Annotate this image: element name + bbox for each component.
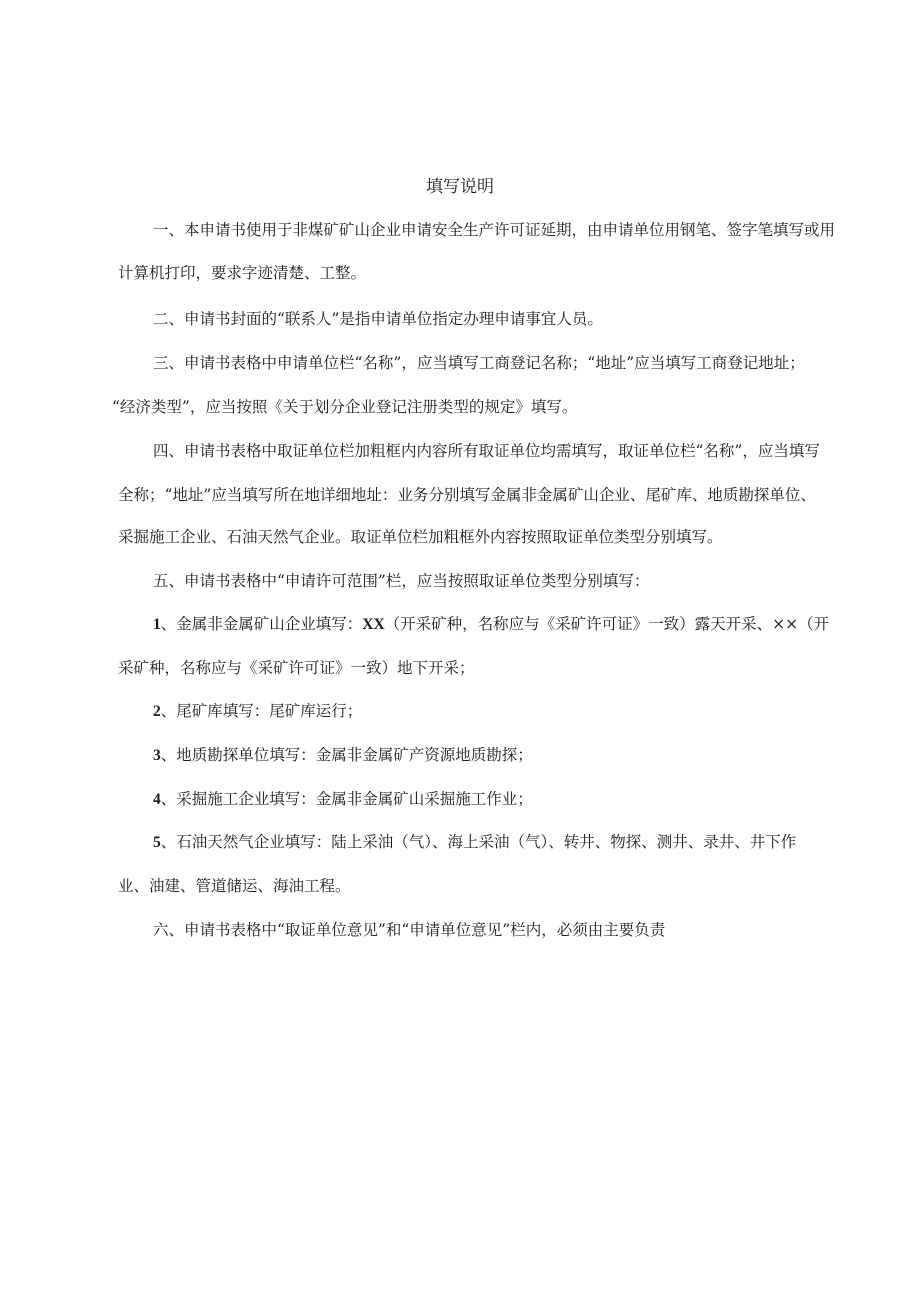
list-item-4 [153, 788, 533, 811]
list-item-text: 、尾矿库填写：尾矿库运行； [160, 702, 363, 720]
paragraph-3-line-1: 三、申请书表格中申请单位栏“名称”，应当填写工商登记名称；“地址”应当填写工商登记地址； [153, 354, 805, 372]
paragraph-5: 五、申请书表格中“申请许可范围”栏，应当按照取证单位类型分别填写： [153, 572, 650, 590]
list-item-number: 2 [153, 703, 161, 720]
paragraph-1-line-1: 一、本申请书使用于非煤矿矿山企业申请安全生产许可证延期，由申请单位用钢笔、签字笔填写或用 [153, 221, 836, 239]
list-item-5-line-1 [153, 831, 796, 854]
list-item-1-line-1 [153, 613, 829, 636]
list-item-text: 、采掘施工企业填写：金属非金属矿山采掘施工作业； [160, 790, 533, 808]
list-item-text: 、石油天然气企业填写：陆上采油（气）、海上采油（气）、转井、物探、测井、录井、井下作 [160, 833, 797, 851]
list-item-1-line-2: 采矿种，名称应与《采矿许可证》一致）地下开采； [118, 659, 475, 677]
list-item-number: 5 [153, 834, 161, 851]
paragraph-6: 六、申请书表格中“取证单位意见”和“申请单位意见”栏内，必须由主要负责 [153, 921, 666, 939]
paragraph-2: 二、申请书封面的“联系人”是指申请单位指定办理申请事宜人员。 [153, 310, 603, 328]
list-item-number: 3 [153, 747, 161, 764]
paragraph-4-line-3: 采掘施工企业、石油天然气企业。取证单位栏加粗框外内容按照取证单位类型分别填写。 [118, 528, 723, 546]
paragraph-4-line-1: 四、申请书表格中取证单位栏加粗框内内容所有取证单位均需填写，取证单位栏“名称”，应当填写 [153, 442, 820, 460]
list-item-rest-text: （开采矿种，名称应与《采矿许可证》一致）露天开采、××（开 [384, 615, 830, 633]
page-title: 填写说明 [426, 177, 494, 197]
list-item-5-line-2: 业、油建、管道储运、海油工程。 [118, 877, 351, 895]
list-item-bold-text: XX [362, 616, 385, 633]
list-item-number: 4 [153, 791, 161, 808]
list-item-2 [153, 700, 362, 723]
list-item-number: 1 [153, 616, 161, 633]
list-item-3 [153, 744, 533, 767]
paragraph-1-line-2: 计算机打印，要求字迹清楚、工整。 [118, 264, 367, 282]
list-item-text: 、金属非金属矿山企业填写： [160, 615, 363, 633]
paragraph-3-line-2: “经济类型”，应当按照《关于划分企业登记注册类型的规定》填写。 [112, 398, 578, 416]
list-item-text: 、地质勘探单位填写：金属非金属矿产资源地质勘探； [160, 746, 533, 764]
paragraph-4-line-2: 全称；“地址”应当填写所在地详细地址：业务分别填写金属非金属矿山企业、尾矿库、地质勘探单位、 [118, 486, 816, 504]
